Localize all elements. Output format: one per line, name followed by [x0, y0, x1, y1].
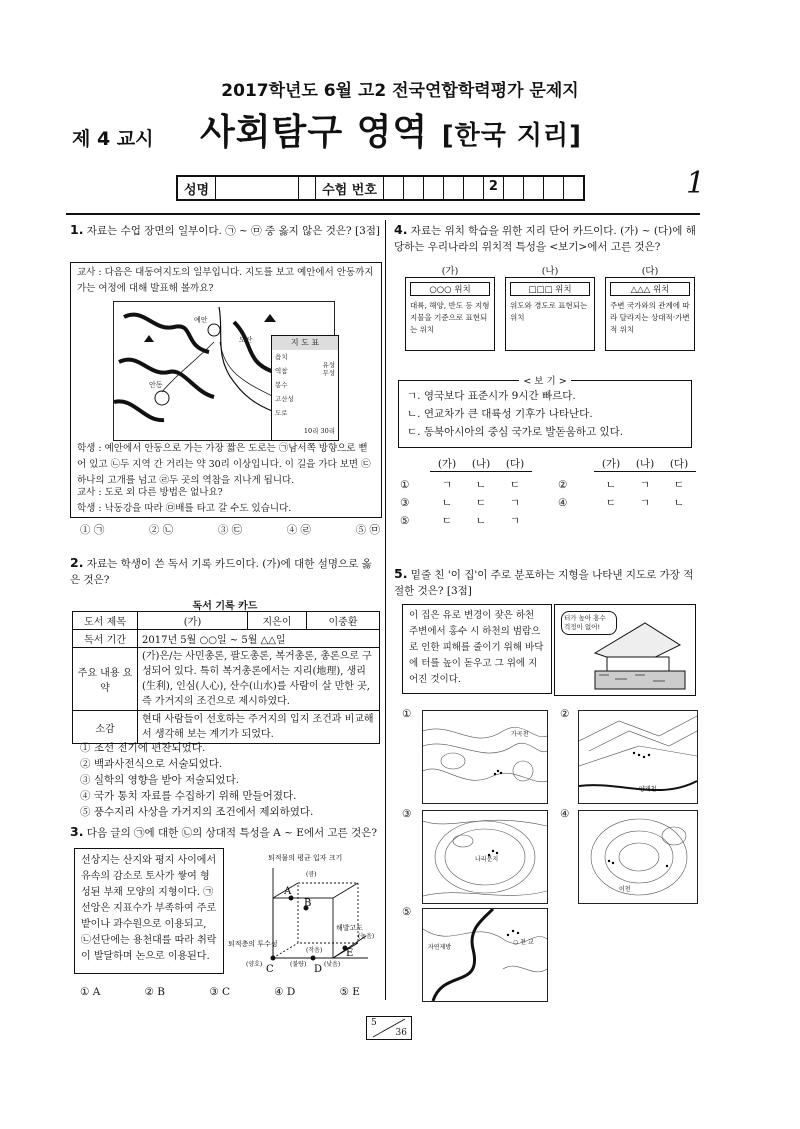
q3-number: 3. — [70, 824, 84, 839]
card-impression-value: 현대 사람들이 선호하는 주거지의 입지 조건과 비교해서 생각해 보는 계기가 되었다. — [138, 711, 380, 744]
q4-stem-text: 자료는 위치 학습을 위한 지리 단어 카드이다. (가) ~ (다)에 해당하는 우리나라의 위치적 특성을 <보기>에서 고른 것은? — [394, 225, 696, 253]
header-rule — [66, 213, 700, 215]
q3-option[interactable]: ② B — [144, 986, 165, 998]
q4-answer-grid — [400, 456, 700, 530]
card-period-value: 2017년 5월 ○○일 ~ 5월 △△일 — [138, 630, 380, 648]
q5-house-figure — [554, 604, 696, 696]
map-label-dosan: 도산 — [239, 336, 253, 344]
answer-head: (나) — [628, 456, 662, 472]
answer-no: ⑤ — [400, 515, 410, 527]
contour-map — [423, 711, 547, 803]
q3-axis-water: 퇴적층의 투수성 — [228, 940, 278, 948]
q3-tick: (높음) — [358, 933, 375, 940]
answer-cell: ㄷ — [605, 497, 617, 509]
q5-passage: 이 집은 유로 변경이 잦은 하천 주변에서 홍수 시 하천의 범람으로 인한 피해를 줄이기 위해 바닥에 터를 높이 돋우고 그 위에 지어진 것이다. — [402, 604, 552, 694]
q3-option[interactable]: ④ D — [274, 986, 296, 998]
q2-option[interactable]: ③ 실학의 영향을 받아 저술되었다. — [80, 774, 240, 786]
map-label-andong: 안동 — [149, 381, 163, 389]
legend-title: 지 도 표 — [272, 336, 338, 350]
answer-cell: ㄱ — [639, 497, 651, 509]
q5-stem — [394, 566, 700, 599]
period-label: 제 4 교시 — [72, 128, 154, 150]
map-label-yean: 예안 — [194, 316, 208, 324]
q3-stem-text: 다음 글의 ㉠에 대한 ㉡의 상대적 특성을 A ~ E에서 고른 것은? — [86, 827, 378, 839]
exam-no-cell[interactable] — [384, 177, 404, 199]
answer-cell: ㄷ — [509, 479, 521, 491]
q4-stem — [394, 222, 700, 255]
q1-stem — [70, 222, 380, 239]
contour-map — [423, 811, 547, 903]
q1-option[interactable]: ② ㉡ — [148, 524, 174, 536]
answer-cell: ㄱ — [441, 479, 453, 491]
exam-no-cell[interactable] — [544, 177, 564, 199]
student-id-row — [176, 175, 585, 201]
contour-map — [579, 811, 697, 903]
q2-option[interactable]: ① 조선 전기에 편찬되었다. — [80, 742, 206, 754]
legend-item: 고산성 — [275, 395, 294, 403]
q1-option[interactable]: ① ㉠ — [80, 524, 105, 536]
q3-tick: (양호) — [246, 961, 263, 968]
bogi-item: ㄴ. 연교차가 큰 대륙성 기후가 나타난다. — [407, 408, 593, 420]
q3-point-d: D — [314, 964, 323, 975]
q3-point-e: E — [346, 948, 354, 959]
q2-option[interactable]: ④ 국가 통치 자료를 수집하기 위해 만들어졌다. — [80, 790, 297, 802]
subject-name: 사회탐구 영역 — [200, 112, 429, 153]
exam-no-cell[interactable] — [464, 177, 484, 199]
q5-map-4[interactable] — [578, 810, 698, 904]
exam-no-label: 수험 번호 — [316, 177, 384, 199]
answer-cell: ㄷ — [673, 479, 685, 491]
q1-student2: 학생 : 낙동강을 따라 ㉤배를 타고 갈 수도 있습니다. — [77, 503, 292, 514]
q3-tick: (큼) — [306, 871, 317, 878]
q5-option-mark[interactable]: ② — [560, 708, 570, 720]
q4-bogi-box — [398, 376, 692, 448]
card-title-value: (가) — [138, 612, 248, 630]
q1-teacher2: 교사 : 도로 외 다른 방법은 없나요? — [77, 487, 223, 498]
legend-sub-unwalled: 무성 — [322, 369, 335, 377]
q3-option[interactable]: ⑤ E — [339, 986, 360, 998]
card-label: (나) — [541, 266, 559, 277]
answer-cell: ㄱ — [509, 497, 521, 509]
card-label: (다) — [641, 266, 659, 277]
q2-options — [80, 740, 380, 820]
answer-cell: ㄴ — [475, 479, 487, 491]
legend-item: 읍치 — [275, 353, 288, 361]
legend-item: 봉수 — [275, 381, 288, 389]
answer-cell: ㄴ — [673, 497, 685, 509]
q1-box — [70, 262, 382, 518]
page-number: 1 — [686, 166, 706, 201]
card-label: (가) — [441, 266, 459, 277]
q3-point-c: C — [266, 964, 274, 975]
exam-title: 2017학년도 6월 고2 전국연합학력평가 문제지 — [221, 81, 579, 101]
q1-option[interactable]: ⑤ ㉤ — [355, 524, 380, 536]
q5-number: 5. — [394, 566, 408, 581]
legend-road-scale: 10리 30리 — [303, 427, 335, 435]
answer-cell: ㄴ — [605, 479, 617, 491]
answer-row[interactable] — [400, 494, 700, 512]
map-label: 나리분지 — [475, 856, 499, 863]
page-current: 5 — [371, 1018, 377, 1028]
q3-options — [80, 986, 360, 998]
q2-stem — [70, 555, 380, 588]
word-card — [605, 263, 695, 351]
q4-number: 4. — [394, 222, 408, 237]
card-body-box — [605, 277, 695, 351]
name-field[interactable] — [216, 177, 299, 199]
q5-option-mark[interactable]: ④ — [560, 808, 570, 820]
column-divider — [385, 220, 386, 1000]
card-author-value: 이중환 — [307, 612, 380, 630]
card-content-label: 주요 내용 요약 — [73, 648, 138, 711]
answer-cell: ㄱ — [509, 515, 521, 527]
q3-point-b: B — [304, 898, 312, 909]
answer-cell: ㄷ — [441, 515, 453, 527]
q5-stem-text: 밑줄 친 '이 집'이 주로 분포하는 지형을 나타낸 지도로 가장 적절한 것은? [3점] — [394, 569, 694, 597]
q3-point-a: A — [284, 886, 292, 897]
q2-number: 2. — [70, 555, 84, 570]
q5-option-mark[interactable]: ⑤ — [402, 906, 412, 918]
answer-head: (다) — [662, 456, 696, 472]
q2-stem-text: 자료는 학생이 쓴 독서 기록 카드이다. (가)에 대한 설명으로 옳은 것은? — [70, 558, 372, 586]
q3-option[interactable]: ① A — [80, 986, 101, 998]
answer-head: (다) — [498, 456, 532, 472]
map-label: ○ 천 교 — [513, 939, 534, 946]
q1-teacher1: 교사 : 다음은 대동여지도의 일부입니다. 지도를 보고 예안에서 안동까지 가는 여정에 대해 발표해 볼까요? — [77, 267, 374, 294]
answer-head: (가) — [430, 456, 464, 472]
bogi-item: ㄱ. 영국보다 표준시가 9시간 빠르다. — [407, 390, 576, 402]
answer-cell: ㄱ — [639, 479, 651, 491]
answer-no: ② — [558, 479, 568, 491]
exam-no-cell[interactable] — [444, 177, 464, 199]
q1-option[interactable]: ④ ㉣ — [286, 524, 312, 536]
answer-cell: ㄴ — [475, 515, 487, 527]
answer-row[interactable] — [400, 476, 700, 494]
q3-tick: (불량) — [290, 961, 307, 968]
q5-map-3[interactable] — [422, 810, 548, 904]
card-content-value: (가)은/는 사민총론, 팔도총론, 복거총론, 총론으로 구성되어 있다. 특히 복거총론에서는 지리(地理), 생리(生利), 인심(人心), 산수(山水)를 사람이 살 만한 곳, 즉 가거지의 조건으로 제시하였다. — [138, 648, 380, 711]
card-period-label: 독서 기간 — [73, 630, 138, 648]
page-total: 36 — [395, 1028, 407, 1038]
subject-sub: [한국 지리] — [441, 121, 583, 151]
q1-student1: 학생 : 예안에서 안동으로 가는 가장 짧은 도로는 ㉠남서쪽 방향으로 뻗어 있고 ㉡두 지역 간 거리는 약 30리 이상입니다. 이 길을 가다 보면 ㉢하나의 고개를 넘고 ㉣두 곳의 역참을 지나게 됩니다. — [77, 443, 371, 486]
card-author-label: 지은이 — [248, 612, 307, 630]
legend-item: 역참 — [275, 367, 288, 375]
contour-map — [423, 909, 547, 1001]
q2-card-title: 독서 기록 카드 — [192, 601, 258, 612]
q5-map-2[interactable] — [578, 710, 698, 804]
exam-no-cell[interactable] — [424, 177, 444, 199]
answer-row[interactable] — [400, 512, 700, 530]
q3-option[interactable]: ③ C — [209, 986, 230, 998]
answer-head: (나) — [464, 456, 498, 472]
q1-number: 1. — [70, 222, 84, 237]
card-head: ○○○ 위치 — [410, 282, 490, 296]
answer-no: ④ — [558, 497, 568, 509]
exam-no-cell[interactable] — [564, 177, 583, 199]
q1-options — [80, 522, 380, 537]
map-label: 가곡천 — [511, 731, 529, 738]
q3-3d-chart — [228, 848, 378, 978]
card-head: △△△ 위치 — [610, 282, 690, 296]
q3-passage: 선상지는 산지와 평지 사이에서 유속의 감소로 토사가 쌓여 형성된 부채 모양의 지형이다. ㉠선앙은 지표수가 부족하여 주로 밭이나 과수원으로 이용되고, ㉡선단에는 용천대를 따라 취락이 발달하며 논으로 이용된다. — [74, 848, 224, 974]
q2-option[interactable]: ⑤ 풍수지리 사상을 가거지의 조건에서 제외하였다. — [80, 806, 314, 818]
q4-cards — [405, 263, 695, 351]
q1-legend — [271, 335, 339, 441]
exam-no-cell[interactable] — [504, 177, 524, 199]
exam-no-cell[interactable] — [404, 177, 424, 199]
card-head: □□□ 위치 — [510, 282, 590, 296]
subject-title — [200, 104, 582, 155]
card-impression-label: 소감 — [73, 711, 138, 744]
q1-option[interactable]: ③ ㉢ — [217, 524, 243, 536]
answer-no: ① — [400, 479, 410, 491]
bogi-title: < 보 기 > — [519, 376, 570, 387]
map-label: 자연제방 — [428, 944, 452, 951]
q2-option[interactable]: ② 백과사전식으로 서술되었다. — [80, 758, 223, 770]
answer-head: (가) — [594, 456, 628, 472]
word-card — [405, 263, 495, 351]
exam-no-digit: 2 — [484, 177, 504, 199]
map-label: 양재천 — [639, 786, 657, 793]
q3-tick: (작음) — [306, 947, 323, 954]
q3-axis-altitude: 해발고도 — [336, 924, 364, 932]
q3-tick: (낮음) — [324, 961, 341, 968]
name-label: 성명 — [178, 177, 216, 199]
card-title-label: 도서 제목 — [73, 612, 138, 630]
q3-stem — [70, 824, 382, 841]
contour-map — [579, 711, 697, 803]
card-body-box — [405, 277, 495, 351]
q1-stem-text: 자료는 수업 장면의 일부이다. ㉠ ~ ㉤ 중 옳지 않은 것은? [3점] — [86, 225, 381, 237]
answer-no: ③ — [400, 497, 410, 509]
legend-sub-walled: 유성 — [322, 361, 335, 369]
q5-option-mark[interactable]: ① — [402, 708, 412, 720]
page-counter — [366, 1016, 412, 1040]
answer-cell: ㄷ — [475, 497, 487, 509]
legend-item: 도로 — [275, 409, 288, 417]
card-text: 주변 국가와의 관계에 따라 달라지는 상대적·가변적 위치 — [610, 301, 690, 334]
q3-axis-particle: 퇴적물의 평균 입자 크기 — [268, 854, 343, 862]
answer-cell: ㄴ — [441, 497, 453, 509]
card-text: 대륙, 해양, 반도 등 지형 지물을 기준으로 표현되는 위치 — [410, 301, 490, 334]
q2-reading-card — [72, 611, 380, 744]
exam-no-cell[interactable] — [524, 177, 544, 199]
q5-map-1[interactable] — [422, 710, 548, 804]
q5-map-5[interactable] — [422, 908, 548, 1002]
card-text: 위도와 경도로 표현되는 위치 — [510, 301, 588, 322]
q5-option-mark[interactable]: ③ — [402, 808, 412, 820]
bogi-item: ㄷ. 동북아시아의 중심 국가로 발돋움하고 있다. — [407, 426, 624, 438]
card-body-box — [505, 277, 595, 351]
speech-bubble: 터가 높아 홍수 걱정이 없어! — [561, 611, 617, 635]
map-label: 이천 — [619, 886, 631, 893]
word-card — [505, 263, 595, 351]
